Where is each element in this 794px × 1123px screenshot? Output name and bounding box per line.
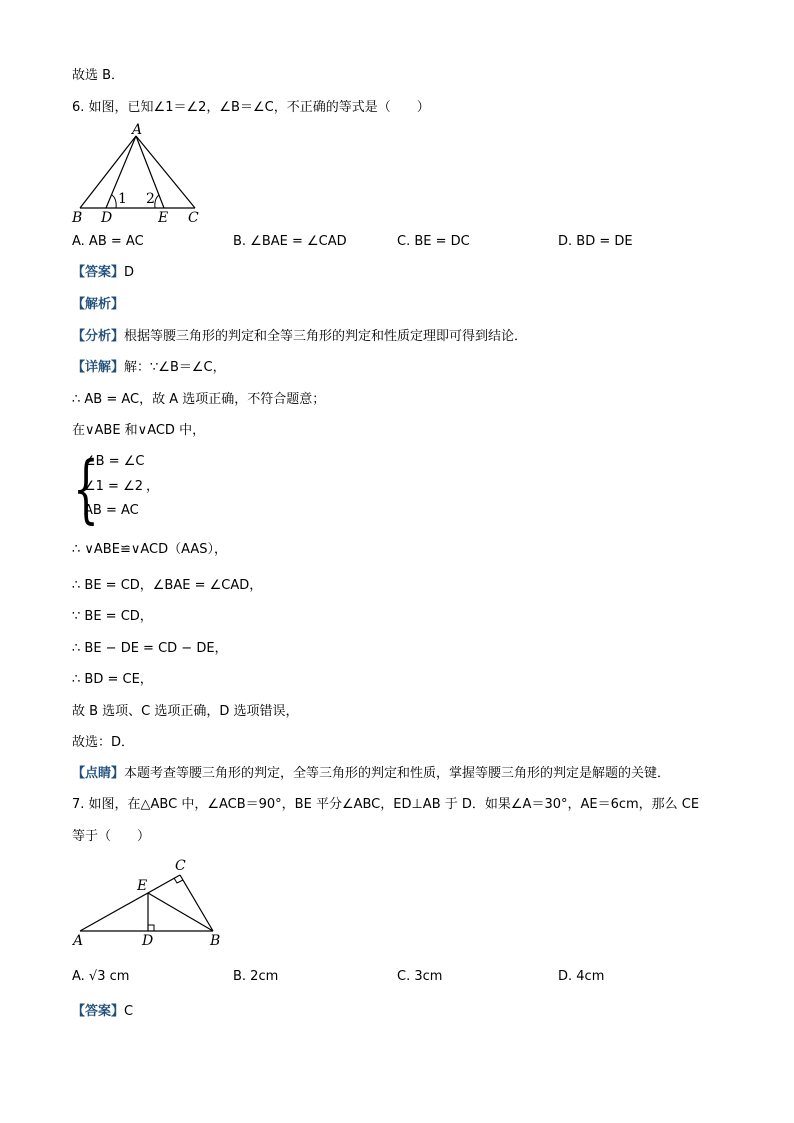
q6-step2-3: ∵ BE = CD， [72, 609, 153, 624]
q7-figure [68, 855, 228, 951]
q6-step-1: ∴ AB = AC，故 A 选项正确，不符合题意； [72, 392, 326, 407]
q6-analysis-heading [72, 296, 124, 314]
q7-option-d: D. 4cm [558, 969, 605, 984]
q7-label-D: D [142, 933, 154, 949]
q7-answer: C [124, 1004, 134, 1019]
q7-right-angle-D [148, 925, 154, 931]
q7-line-CB [180, 875, 213, 931]
q6-dianjing-line [72, 765, 670, 783]
q7-label-E: E [137, 878, 148, 894]
q6-analysis-tag: 【解析】 [72, 297, 125, 312]
q6-option-c: C. BE = DC [397, 234, 470, 249]
q6-label-1: 1 [118, 191, 127, 207]
q6-label-D: D [101, 210, 113, 226]
q6-stem: 6. 如图，已知∠1＝∠2，∠B＝∠C，不正确的等式是（ ） [72, 100, 430, 115]
q6-step2-6: 故 B 选项、C 选项正确，D 选项错误， [72, 704, 299, 719]
q6-figure [68, 122, 208, 228]
q6-fenxi-tag: 【分析】 [72, 329, 125, 344]
q7-stem-line1: 7. 如图，在△ABC 中，∠ACB＝90°，BE 平分∠ABC，ED⊥AB 于 D．如果∠A＝30°，AE＝6cm，那么 CE [72, 797, 700, 812]
prev-conclusion: 故选 B． [72, 68, 125, 83]
q6-label-2: 2 [146, 191, 155, 207]
q7-label-C: C [175, 858, 186, 874]
q6-label-A: A [132, 122, 143, 138]
q6-label-C: C [188, 210, 199, 226]
q6-option-d: D. BD = DE [558, 234, 633, 249]
q6-option-b: B. ∠BAE = ∠CAD [233, 234, 347, 249]
q7-option-b: B. 2cm [233, 969, 279, 984]
q6-xiangjie-tag: 【详解】 [72, 360, 125, 375]
q6-step2-1: ∴ ∨ABE≌∨ACD（AAS）， [72, 542, 228, 557]
q6-dianjing: 本题考查等腰三角形的判定，全等三角形的判定和性质，掌握等腰三角形的判定是解题的关键． [124, 766, 671, 781]
q6-label-B: B [72, 210, 83, 226]
q6-answer: D [124, 265, 135, 280]
q6-line-AB [80, 136, 136, 208]
q6-fenxi-line [72, 328, 527, 346]
q7-label-B: B [210, 933, 221, 949]
q6-step-2: 在∨ABE 和∨ACD 中， [72, 423, 206, 438]
q6-angle-1-arc [112, 195, 116, 208]
q6-step2-7: 故选：D． [72, 735, 135, 750]
q6-dianjing-tag: 【点睛】 [72, 766, 125, 781]
q6-angle-2-arc [155, 195, 159, 208]
q7-option-a: A. √3 cm [72, 969, 130, 984]
q6-step2-2: ∴ BE = CD，∠BAE = ∠CAD， [72, 578, 263, 593]
q7-line-BE [148, 893, 213, 931]
q6-answer-line [72, 264, 134, 282]
q6-xiangjie-line [72, 359, 226, 377]
q6-system-eq-3: AB = AC [84, 503, 139, 518]
q6-line-AC [136, 136, 195, 208]
q6-system-eq-2: ∠1 = ∠2 [84, 479, 144, 494]
q6-answer-tag: 【答案】 [72, 265, 125, 280]
q6-step2-4: ∴ BE − DE = CD − DE， [72, 641, 228, 656]
q7-label-A: A [73, 933, 84, 949]
q6-system-brace: { [73, 446, 99, 532]
q6-system-eq-1: ∠B = ∠C [84, 454, 145, 469]
q6-system-tail: ， [146, 479, 160, 494]
q6-label-E: E [158, 210, 169, 226]
q6-fenxi: 根据等腰三角形的判定和全等三角形的判定和性质定理即可得到结论． [124, 329, 528, 344]
q7-answer-line [72, 1003, 133, 1021]
q6-step2-5: ∴ BD = CE， [72, 672, 153, 687]
q7-option-c: C. 3cm [397, 969, 443, 984]
q6-xiangjie-first: 解：∵∠B＝∠C， [124, 360, 226, 375]
q7-answer-tag: 【答案】 [72, 1004, 125, 1019]
q7-stem-line2: 等于（ ） [72, 829, 151, 844]
q6-option-a: A. AB = AC [72, 234, 144, 249]
